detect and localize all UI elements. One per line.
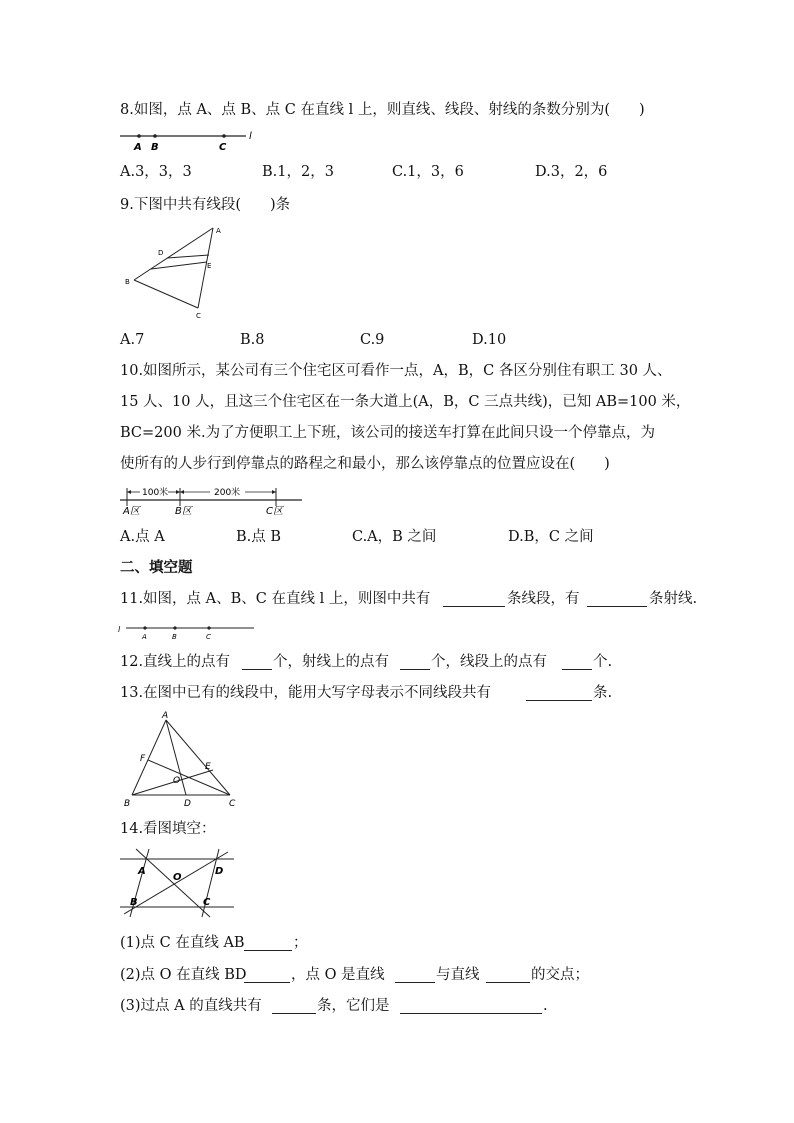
- q9-option-b[interactable]: B.8: [240, 332, 265, 348]
- q9-stem: 9.下图中共有线段( )条: [120, 197, 291, 213]
- q11-text-2: 条线段，有: [507, 591, 580, 607]
- q14-part1-end: ；: [293, 935, 308, 951]
- section-title-fill-in: 二、填空题: [120, 560, 193, 576]
- label-c: C: [203, 897, 211, 908]
- label-b: B: [124, 799, 131, 809]
- label-a: A: [142, 633, 147, 641]
- q9-option-d[interactable]: D.10: [472, 332, 507, 348]
- q8-figure: [118, 128, 258, 156]
- q14-part3-blank-1[interactable]: [272, 1013, 316, 1014]
- label-b-district: B区: [175, 506, 192, 517]
- q14-part3-text-1: (3)过点 A 的直线共有: [120, 998, 262, 1014]
- q10-line-1: 10.如图所示，某公司有三个住宅区可看作一点，A，B，C 各区分别住有职工 30 人、: [120, 363, 672, 379]
- q10-option-a[interactable]: A.点 A: [120, 529, 165, 545]
- point-c: [222, 134, 226, 138]
- q13-text-1: 13.在图中已有的线段中，能用大写字母表示不同线段共有: [120, 685, 492, 701]
- label-a-district: A区: [123, 506, 140, 517]
- q11-figure: [118, 622, 258, 644]
- q12-blank-2[interactable]: [400, 669, 430, 670]
- q10-line-2: 15 人、10 人，且这三个住宅区在一条大道上(A，B，C 三点共线)，已知 AB=100 米，: [120, 394, 691, 410]
- label-c: C: [229, 799, 236, 809]
- q11-blank-2[interactable]: [587, 606, 647, 607]
- label-c: C: [196, 312, 201, 320]
- q10-option-d[interactable]: D.B，C 之间: [508, 529, 594, 545]
- q8-option-b[interactable]: B.1，2，3: [262, 164, 334, 180]
- q12-text-2: 个，射线上的点有: [273, 654, 389, 670]
- q14-part2-text-3: 与直线: [436, 967, 480, 983]
- q12-blank-3[interactable]: [562, 669, 592, 670]
- label-l: l: [249, 131, 252, 142]
- q14-part2-text-2: ，点 O 是直线: [291, 967, 385, 983]
- q14-part2-blank-3[interactable]: [486, 982, 530, 983]
- q9-option-c[interactable]: C.9: [360, 332, 385, 348]
- q12-text-1: 12.直线上的点有: [120, 654, 231, 670]
- q12-text-3: 个，线段上的点有: [431, 654, 547, 670]
- q13-figure: [118, 708, 248, 812]
- q14-part3-blank-2[interactable]: [400, 1013, 542, 1014]
- q11-text-1: 11.如图，点 A、B、C 在直线 l 上，则图中共有: [120, 591, 431, 607]
- label-d: D: [215, 866, 224, 877]
- label-c: C: [206, 633, 211, 641]
- label-c: C: [219, 142, 227, 153]
- q8-option-a[interactable]: A.3，3，3: [120, 164, 192, 180]
- q10-line-4: 使所有的人步行到停靠点的路程之和最小，那么该停靠点的位置应设在( ): [120, 456, 610, 472]
- q12-blank-1[interactable]: [242, 669, 272, 670]
- q11-text-3: 条射线.: [649, 591, 698, 607]
- label-e: E: [207, 262, 212, 270]
- label-b: B: [172, 633, 177, 641]
- label-a: A: [134, 142, 142, 153]
- label-b: B: [151, 142, 159, 153]
- label-c-district: C区: [266, 506, 283, 517]
- q8-option-c[interactable]: C.1，3，6: [392, 164, 464, 180]
- q14-part3-end: .: [543, 998, 548, 1014]
- q10-line-3: BC=200 米.为了方便职工上下班，该公司的接送车打算在此间只设一个停靠点，为: [120, 425, 656, 441]
- label-b: B: [125, 278, 130, 286]
- label-f: F: [140, 754, 146, 764]
- q14-stem: 14.看图填空：: [120, 821, 216, 837]
- distance-bc: 200米: [214, 488, 241, 498]
- q14-figure: [118, 844, 238, 920]
- q14-part1-blank[interactable]: [244, 950, 292, 951]
- q13-blank[interactable]: [526, 700, 592, 701]
- label-l: l: [118, 625, 121, 634]
- q14-part1-text: (1)点 C 在直线 AB: [120, 935, 245, 951]
- q8-stem: 8.如图，点 A、点 B、点 C 在直线 l 上，则直线、线段、射线的条数分别为( ): [120, 102, 645, 118]
- q14-part2-blank-2[interactable]: [395, 982, 435, 983]
- label-o: O: [173, 872, 182, 883]
- q9-option-a[interactable]: A.7: [120, 332, 145, 348]
- label-d: D: [184, 799, 191, 809]
- point-b: [153, 134, 157, 138]
- q8-option-d[interactable]: D.3，2，6: [535, 164, 608, 180]
- label-a: A: [138, 866, 146, 877]
- q12-text-4: 个.: [593, 654, 613, 670]
- q11-blank-1[interactable]: [443, 606, 505, 607]
- q14-part2-blank-1[interactable]: [244, 982, 290, 983]
- label-e: E: [205, 762, 211, 772]
- label-a: A: [162, 711, 169, 721]
- q10-option-b[interactable]: B.点 B: [236, 529, 282, 545]
- label-d: D: [158, 249, 164, 257]
- q13-text-2: 条.: [593, 685, 613, 701]
- q14-part3-text-2: 条，它们是: [317, 998, 390, 1014]
- q10-figure: [120, 482, 305, 522]
- q14-part2-text-4: 的交点；: [531, 967, 589, 983]
- label-a: A: [216, 227, 221, 235]
- q14-part2-text-1: (2)点 O 在直线 BD: [120, 967, 247, 983]
- q9-figure: [118, 222, 238, 322]
- label-b: B: [130, 897, 138, 908]
- label-o: O: [173, 776, 181, 786]
- q10-option-c[interactable]: C.A，B 之间: [352, 529, 437, 545]
- distance-ab: 100米: [142, 488, 169, 498]
- point-a: [137, 134, 141, 138]
